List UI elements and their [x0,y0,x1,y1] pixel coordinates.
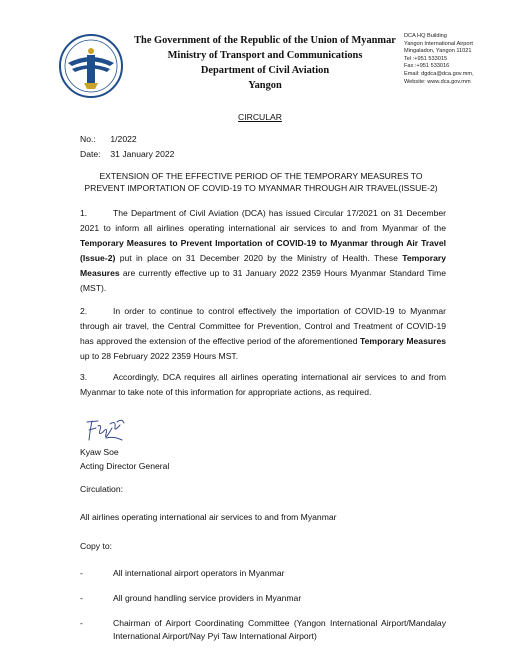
paragraph-3 [80,370,446,400]
city-name: Yangon [248,80,282,91]
government-name: The Government of the Republic of the Union of Myanmar [134,35,396,46]
contact-block [404,33,516,86]
paragraph-text: The Department of Civil Aviation (DCA) has issued Circular 17/2021 on 31 December 2021 to inform all airlines operating international air services to and from Myanmar of the [80,208,446,233]
list-dash: - [80,593,83,603]
number-label: No.: [80,134,96,144]
paragraph-text: are currently effective up to 31 January 2022 2359 Hours Myanmar Standard Time (MST). [80,268,446,293]
paragraph-bold-text: Temporary Measures [80,253,446,278]
paragraph-number: 1. [80,208,88,218]
list-item-text: Chairman of Airport Coordinating Committee (Yangon International Airport/Mandalay International Airport/Nay Pyi Taw International Airport) [113,618,446,641]
list-item-text: All international airport operators in Myanmar [113,568,285,578]
contact-line: Yangon International Airport [404,40,473,47]
contact-line: DCA HQ Building [404,33,447,39]
signatory-position: Acting Director General [80,461,170,471]
department-name: Department of Civil Aviation [200,65,330,76]
document-title: CIRCULAR [238,112,282,122]
copy-to-heading: Copy to: [80,541,113,551]
contact-line: Mingaladon, Yangon 11021 [404,48,472,55]
ministry-name: Ministry of Transport and Communications [167,50,363,61]
contact-website[interactable]: Website: www.dca.gov.mm [404,78,471,85]
paragraph-2 [80,304,446,364]
list-dash: - [80,568,83,578]
date-value: 31 January 2022 [110,149,175,159]
paragraph-text: Accordingly, DCA requires all airlines operating international air services to and from Myanmar to take note of this information for appropriate actions, as required. [80,372,446,397]
handwritten-signature-icon [84,416,128,446]
list-item-text: All ground handling service providers in Myanmar [113,593,302,603]
subject-heading: EXTENSION OF THE EFFECTIVE PERIOD OF THE TEMPORARY MEASURES TO PREVENT IMPORTATION OF COVID-19 TO MYANMAR THROUGH AIR TRAVEL(ISSUE-2) [84,171,438,193]
paragraph-bold-text: Temporary Measures to Prevent Importation of COVID-19 to Myanmar through Air Travel (Issue-2) [80,238,446,263]
paragraph-number: 3. [80,372,88,382]
circulation-heading: Circulation: [80,484,123,494]
circular-number [80,134,137,144]
paragraph-text: put in place on 31 December 2020 by the Ministry of Health. These [115,253,403,263]
list-dash: - [80,618,83,628]
paragraph-1 [80,206,446,296]
paragraph-bold-text: Temporary Measures [360,336,446,346]
paragraph-number: 2. [80,306,88,316]
letterhead [130,33,400,93]
paragraph-text: In order to continue to control effectively the importation of COVID-19 to Myanmar through air travel, the Central Committee for Prevention, Control and Treatment of COVID-19 has approved the extension of the effective period of the aforementioned [80,306,446,346]
circular-date [80,149,174,159]
number-value: 1/2022 [110,134,137,144]
contact-fax: Fax :+951 533016 [404,63,450,70]
signatory-name: Kyaw Soe [80,447,119,457]
contact-email[interactable]: Email: dgdca@dca.gov.mm, [404,70,474,77]
circulation-text: All airlines operating international air services to and from Myanmar [80,512,337,522]
paragraph-text: up to 28 February 2022 2359 Hours MST. [80,351,239,361]
dca-emblem-icon [58,33,124,99]
contact-phone: Tel :+951 533015 [404,55,448,62]
date-label: Date: [80,149,101,159]
